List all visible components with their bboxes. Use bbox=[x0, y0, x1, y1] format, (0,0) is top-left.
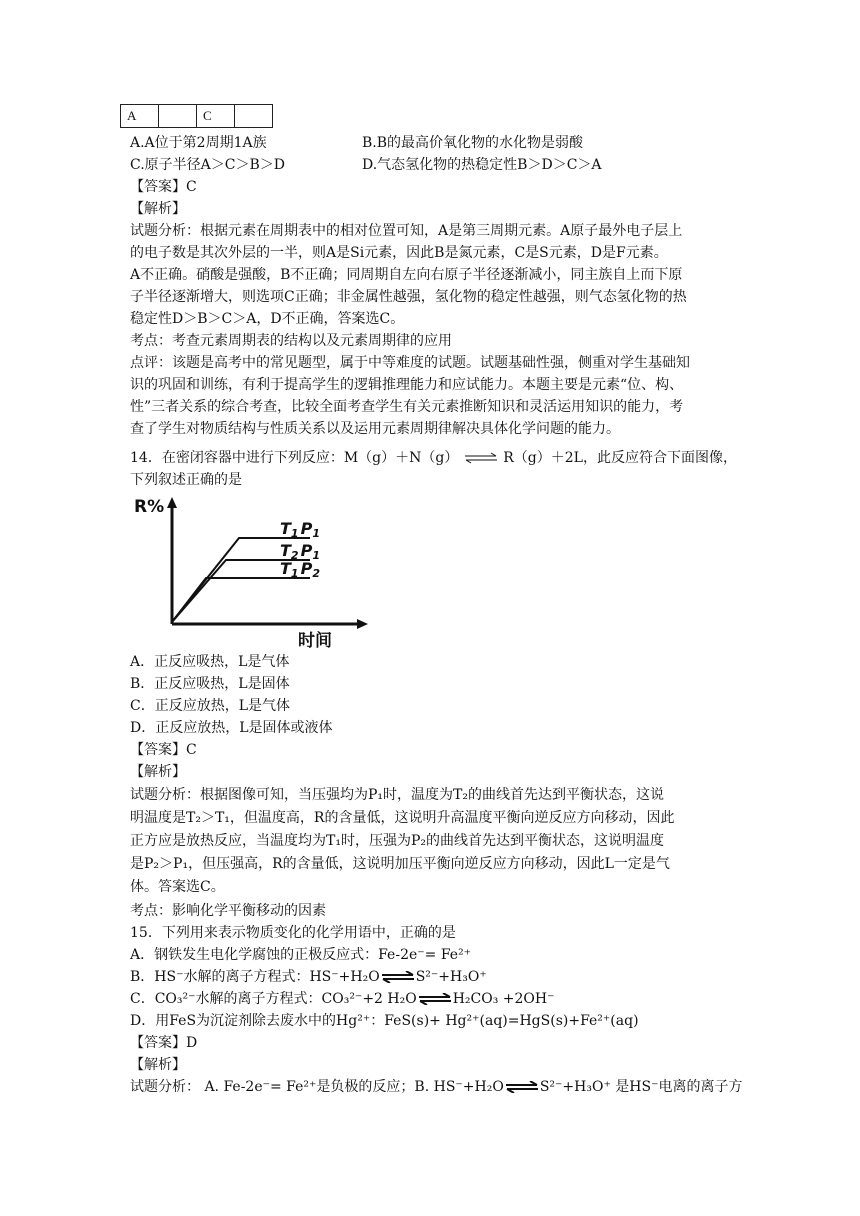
q13-analysis-line: 子半径逐渐增大，则选项C正确；非金属性越强，氢化物的稳定性越强，则气态氢化物的热 bbox=[130, 289, 687, 305]
equilibrium-arrow-icon bbox=[417, 993, 453, 1005]
q14-option-b: B．正反应吸热，L是固体 bbox=[130, 676, 290, 692]
table-cell: A bbox=[121, 105, 159, 128]
q13-option-a: A.A位于第2周期1A族 bbox=[130, 135, 267, 151]
q15-stem: 15．下列用来表示物质变化的化学用语中，正确的是 bbox=[130, 925, 456, 941]
q14-stem bbox=[130, 448, 737, 468]
equilibrium-arrow-icon bbox=[380, 971, 416, 983]
q15-option-b-right: S²⁻+H₃O⁺ bbox=[415, 969, 487, 985]
table-cell bbox=[235, 105, 273, 128]
q13-analysis-line: 试题分析：根据元素在周期表中的相对位置可知，A是第三周期元素。A原子最外电子层上 bbox=[130, 223, 683, 239]
q13-analysis-line: 的电子数是其次外层的一半，则A是Si元素，因此B是氮元素，C是S元素，D是F元素。 bbox=[130, 245, 668, 261]
q13-dianping-line: 点评：该题是高考中的常见题型，属于中等难度的试题。试题基础性强，侧重对学生基础知 bbox=[130, 355, 690, 371]
equilibrium-arrow-icon bbox=[504, 1081, 540, 1093]
curve-label: T1 P1 bbox=[280, 519, 320, 540]
q14-stem-left: 14．在密闭容器中进行下列反应：M（g）＋N（g） bbox=[130, 450, 459, 466]
q13-option-b: B.B的最高价氧化物的水化物是弱酸 bbox=[362, 135, 584, 151]
q15-answer: 【答案】D bbox=[130, 1035, 198, 1051]
q14-option-d: D．正反应放热，L是固体或液体 bbox=[130, 720, 333, 736]
q13-dianping-line: 识的巩固和训练，有利于提高学生的逻辑推理能力和应试能力。本题主要是元素“位、构、 bbox=[130, 377, 684, 393]
q13-answer: 【答案】C bbox=[130, 179, 197, 195]
q15-option-b bbox=[130, 967, 487, 987]
q15-option-b-left: B．HS⁻水解的离子方程式：HS⁻+H₂O bbox=[130, 969, 380, 985]
q14-analysis-line: 试题分析：根据图像可知，当压强均为P₁时，温度为T₂的曲线首先达到平衡状态，这说 bbox=[130, 787, 664, 803]
q15-option-d: D．用FeS为沉淀剂除去废水中的Hg²⁺：FeS(s)+ Hg²⁺(aq)=HgS(s)+Fe²⁺(aq) bbox=[130, 1013, 639, 1029]
q15-analysis-right: S²⁻+H₃O⁺ 是HS⁻电离的离子方 bbox=[539, 1079, 743, 1095]
q13-dianping-line: 性”三者关系的综合考查，比较全面考查学生有关元素推断知识和灵活运用知识的能力，考 bbox=[130, 399, 684, 415]
q13-analysis-line: 稳定性D＞B＞C＞A，D不正确，答案选C。 bbox=[130, 311, 405, 327]
curve-label: T2 P1 bbox=[280, 541, 320, 562]
q14-analysis-line: 是P₂＞P₁，但压强高，R的含量低，这说明加压平衡向逆反应方向移动，因此L一定是气 bbox=[130, 856, 670, 872]
q14-stem-right: R（g）＋2L，此反应符合下面图像， bbox=[503, 450, 737, 466]
q14-option-a: A．正反应吸热，L是气体 bbox=[130, 654, 290, 670]
q13-option-c: C.原子半径A＞C＞B＞D bbox=[130, 157, 285, 173]
q13-analysis-heading: 【解析】 bbox=[130, 201, 186, 217]
q13-dianping-line: 查了学生对物质结构与性质关系以及运用元素周期律解决具体化学问题的能力。 bbox=[130, 421, 620, 437]
curve-label: T1 P2 bbox=[280, 559, 320, 580]
curve-line bbox=[172, 578, 310, 622]
y-axis-label: R% bbox=[134, 497, 165, 517]
q15-option-a: A．钢铁发生电化学腐蚀的正极反应式：Fe-2e⁻= Fe²⁺ bbox=[130, 947, 472, 963]
x-axis-label: 时间 bbox=[298, 631, 332, 651]
q15-analysis-line bbox=[130, 1077, 743, 1097]
curve-group bbox=[172, 519, 320, 622]
q14-analysis-line: 体。答案选C。 bbox=[130, 879, 225, 895]
equilibrium-arrow-icon bbox=[463, 452, 499, 464]
q15-option-c-left: C．CO₃²⁻水解的离子方程式：CO₃²⁻+2 H₂O bbox=[130, 991, 417, 1007]
q13-analysis-line: A不正确。硝酸是强酸，B不正确；同周期自左向右原子半径逐渐减小，同主族自上而下原 bbox=[130, 267, 683, 283]
q14-analysis-line: 正方应是放热反应，当温度均为T₁时，压强为P₂的曲线首先达到平衡状态，这说明温度 bbox=[130, 833, 664, 849]
q15-analysis-left: 试题分析： A. Fe-2e⁻= Fe²⁺是负极的反应；B. HS⁻+H₂O bbox=[130, 1079, 504, 1095]
table-cell: C bbox=[197, 105, 235, 128]
element-position-table bbox=[120, 104, 273, 128]
x-axis-arrow-icon bbox=[357, 619, 368, 629]
table-cell bbox=[159, 105, 197, 128]
q14-analysis-line: 明温度是T₂＞T₁，但温度高，R的含量低，这说明升高温度平衡向逆反应方向移动，因此 bbox=[130, 810, 675, 826]
q14-stem-line2: 下列叙述正确的是 bbox=[130, 472, 242, 488]
q14-answer: 【答案】C bbox=[130, 742, 197, 758]
r-percent-time-graph bbox=[134, 494, 374, 652]
q15-option-c bbox=[130, 989, 555, 1009]
q14-kaodian: 考点：影响化学平衡移动的因素 bbox=[130, 903, 326, 919]
y-axis-arrow-icon bbox=[167, 497, 177, 508]
q13-kaodian: 考点：考查元素周期表的结构以及元素周期律的应用 bbox=[130, 333, 452, 349]
q14-option-c: C．正反应放热，L是气体 bbox=[130, 698, 291, 714]
q14-analysis-heading: 【解析】 bbox=[130, 764, 186, 780]
q15-analysis-heading: 【解析】 bbox=[130, 1057, 186, 1073]
q13-option-d: D.气态氢化物的热稳定性B＞D＞C＞A bbox=[362, 157, 602, 173]
q15-option-c-right: H₂CO₃ +2OH⁻ bbox=[452, 991, 555, 1007]
